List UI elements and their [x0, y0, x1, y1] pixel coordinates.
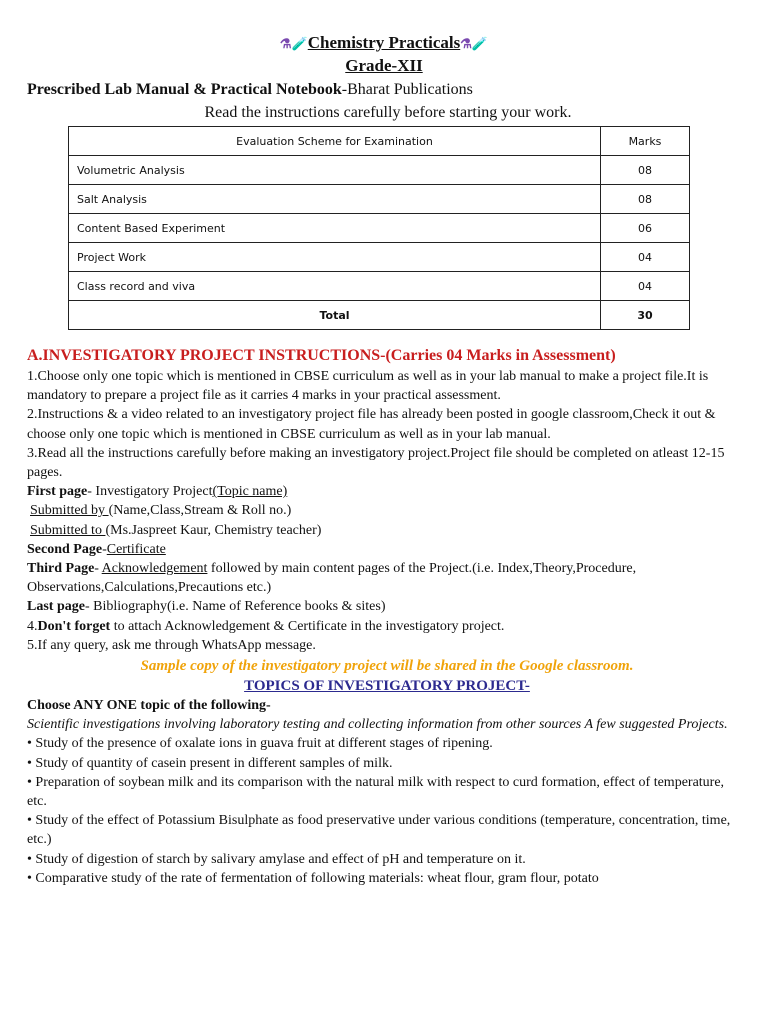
total-marks: 30 — [601, 301, 690, 330]
instruction-4-num: 4. — [27, 618, 38, 634]
choose-text: Choose ANY ONE topic of the following- — [27, 698, 271, 714]
table-cell-marks: 08 — [601, 156, 690, 185]
column-header: Evaluation Scheme for Examination — [69, 127, 601, 156]
second-page-line — [27, 540, 747, 559]
last-page-label: Last page — [27, 599, 85, 615]
table-row — [69, 272, 690, 301]
instruction-2: 2.Instructions & a video related to an investigatory project file has already been posted in google classroom,Check it out & choose only one topic which is mentioned in CBSE curriculum as well as in your lab manual. — [27, 407, 716, 442]
grade-heading: Grade-XII — [345, 56, 423, 75]
table-cell-item: Project Work — [69, 243, 601, 272]
list-item: • Preparation of soybean milk and its comparison with the natural milk with respect to curd formation, effect of temperature, etc. — [27, 774, 725, 810]
table-cell-item: Content Based Experiment — [69, 214, 601, 243]
main-content — [27, 346, 747, 888]
table-cell-item: Class record and viva — [69, 272, 601, 301]
manual-title: Prescribed Lab Manual & Practical Notebook — [27, 81, 342, 98]
first-page-text: - Investigatory Project — [87, 484, 213, 500]
choose-line — [27, 696, 747, 715]
last-page-line — [27, 597, 747, 616]
third-page-acknowledgement: Acknowledgement — [101, 561, 208, 577]
test-tube-rack-icon: ⚗ — [279, 36, 292, 51]
evaluation-table — [68, 126, 690, 330]
instruction-line: Read the instructions carefully before starting your work. — [204, 104, 572, 121]
table-header-row — [69, 127, 690, 156]
table-cell-marks: 04 — [601, 272, 690, 301]
topics-intro: Scientific investigations involving laboratory testing and collecting information from other sources A few suggested Projects. — [27, 717, 728, 733]
total-label: Total — [69, 301, 601, 330]
instruction-5: 5.If any query, ask me through WhatsApp message. — [27, 637, 316, 653]
lab-manual-line — [27, 80, 473, 99]
table-cell-item: Volumetric Analysis — [69, 156, 601, 185]
title-text: Chemistry Practicals — [307, 33, 461, 52]
submitted-by-text: (Name,Class,Stream & Roll no.) — [108, 503, 292, 519]
table-cell-marks: 08 — [601, 185, 690, 214]
table-row — [69, 243, 690, 272]
submitted-by-line — [27, 501, 747, 520]
instruction-4-text: to attach Acknowledgement & Certificate in the investigatory project. — [110, 618, 505, 634]
submitted-to-line — [27, 521, 747, 540]
third-page-label: Third Page — [27, 561, 95, 577]
list-item: • Study of quantity of casein present in different samples of milk. — [27, 755, 393, 771]
instruction-4 — [27, 617, 747, 636]
instruction-3: 3.Read all the instructions carefully before making an investigatory project.Project file should be completed on atleast 12-15 pages. — [27, 445, 725, 481]
instruction-4-bold: Don't forget — [37, 618, 111, 634]
table-cell-item: Salt Analysis — [69, 185, 601, 214]
second-page-dash: - — [102, 541, 107, 557]
section-a-heading: A.INVESTIGATORY PROJECT INSTRUCTIONS-(Carries 04 Marks in Assessment) — [27, 347, 616, 364]
column-header: Marks — [601, 127, 690, 156]
table-cell-marks: 06 — [601, 214, 690, 243]
second-page-text: Certificate — [106, 541, 166, 557]
third-page-dash: - — [94, 561, 102, 577]
table-cell-marks: 04 — [601, 243, 690, 272]
test-tube-rack-icon: ⚗ — [460, 36, 472, 51]
last-page-text: - Bibliography(i.e. Name of Reference books & sites) — [84, 599, 386, 615]
page-title — [0, 33, 768, 54]
table-row — [69, 185, 690, 214]
submitted-to-label: Submitted to — [30, 522, 106, 538]
list-item: • Comparative study of the rate of fermentation of following materials: wheat flour, gram flour, potato — [27, 870, 599, 886]
table-row — [69, 214, 690, 243]
manual-publisher: -Bharat Publications — [341, 81, 473, 98]
list-item: • Study of the effect of Potassium Bisulphate as food preservative under various conditions (temperature, concentration, time, etc.) — [27, 813, 731, 848]
table-total-row — [69, 301, 690, 330]
first-page-topic: (Topic name) — [212, 484, 288, 500]
test-tube-icon: 🧪 — [291, 36, 308, 51]
first-page-line — [27, 482, 747, 501]
third-page-line — [27, 559, 747, 597]
third-page-text: followed by main content pages of the Project.(i.e. Index,Theory,Procedure, Observations,Calculations,Precautions etc.) — [27, 561, 637, 596]
list-item: • Study of digestion of starch by salivary amylase and effect of pH and temperature on it. — [27, 851, 526, 867]
test-tube-icon: 🧪 — [471, 36, 489, 51]
submitted-by-label: Submitted by — [30, 503, 109, 519]
submitted-to-text: (Ms.Jaspreet Kaur, Chemistry teacher) — [105, 522, 322, 538]
instruction-1: 1.Choose only one topic which is mentioned in CBSE curriculum as well as in your lab manual to make a project file.It is mandatory to prepare a project file as it carries 4 marks in your practical assessment. — [27, 369, 709, 404]
table-row — [69, 156, 690, 185]
topics-heading: TOPICS OF INVESTIGATORY PROJECT- — [244, 678, 530, 695]
second-page-label: Second Page — [27, 541, 103, 557]
sample-note: Sample copy of the investigatory project will be shared in the Google classroom. — [140, 658, 634, 675]
list-item: • Study of the presence of oxalate ions in guava fruit at different stages of ripening. — [27, 736, 493, 752]
first-page-label: First page — [27, 484, 88, 500]
